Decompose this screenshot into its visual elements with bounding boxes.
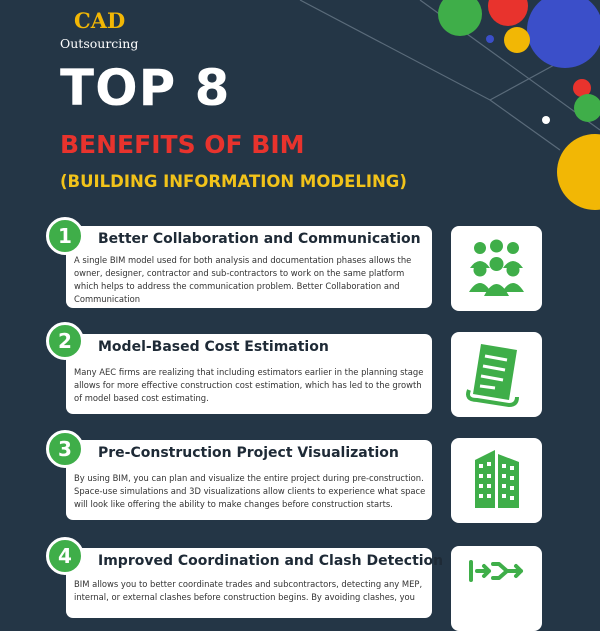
benefit-text: BIM allows you to better coordinate trades and subcontractors, detecting any MEP, internal, or external clashes before construction begins. By avoiding clashes, you xyxy=(74,579,423,602)
benefit-title: Better Collaboration and Communication xyxy=(98,231,421,247)
benefit-title: Pre-Construction Project Visualization xyxy=(98,445,399,461)
logo-name: CAD xyxy=(74,8,126,33)
benefit-card-4 xyxy=(66,548,444,618)
benefit-text: By using BIM, you can plan and visualize the entire project during pre-construction. Space-use simulations and 3D visualizations allow clients to experience what space will look like offering the ability to make changes before construction starts. xyxy=(74,473,426,509)
benefit-text: A single BIM model used for both analysis and documentation phases allows the owner, designer, contractor and sub-contractors to work on the same platform which helps to address the communication problem. Better Collaboration and Communication xyxy=(74,255,412,304)
benefit-icon-box xyxy=(451,546,542,631)
benefit-title: Improved Coordination and Clash Detection xyxy=(98,553,444,569)
benefit-number-badge: 1 xyxy=(46,217,84,255)
page-subtitle-detail: (BUILDING INFORMATION MODELING) xyxy=(60,172,407,191)
logo-subtitle: Outsourcing xyxy=(60,36,139,51)
benefit-card-1 xyxy=(66,226,432,308)
benefit-number-badge: 2 xyxy=(46,322,84,360)
benefit-number-badge: 3 xyxy=(46,430,84,468)
page-subtitle: BENEFITS OF BIM xyxy=(60,130,305,159)
benefit-text: Many AEC firms are realizing that including estimators earlier in the planning stage allows for more effective construction cost estimation, which has led to the growth of model based cost estimating. xyxy=(74,367,424,403)
benefit-icon-box xyxy=(451,332,542,417)
decor-circle-red xyxy=(488,0,528,26)
benefit-icon-box xyxy=(451,438,542,523)
decor-circle-green-small xyxy=(574,94,600,122)
benefit-title: Model-Based Cost Estimation xyxy=(98,339,329,355)
team-icon xyxy=(451,226,542,311)
benefit-card-3 xyxy=(66,440,432,520)
decor-circle-yellow-large xyxy=(557,134,600,210)
decor-circle-yellow-small xyxy=(504,27,530,53)
benefit-card-2 xyxy=(66,334,432,414)
benefit-number-badge: 4 xyxy=(46,537,84,575)
building-icon xyxy=(451,438,542,523)
coordination-arrows-icon xyxy=(451,546,542,631)
decor-circle-green xyxy=(438,0,482,36)
page-title: TOP 8 xyxy=(60,59,231,117)
estimate-document-icon xyxy=(451,332,542,417)
benefit-icon-box xyxy=(451,226,542,311)
decor-circle-blue xyxy=(527,0,600,68)
